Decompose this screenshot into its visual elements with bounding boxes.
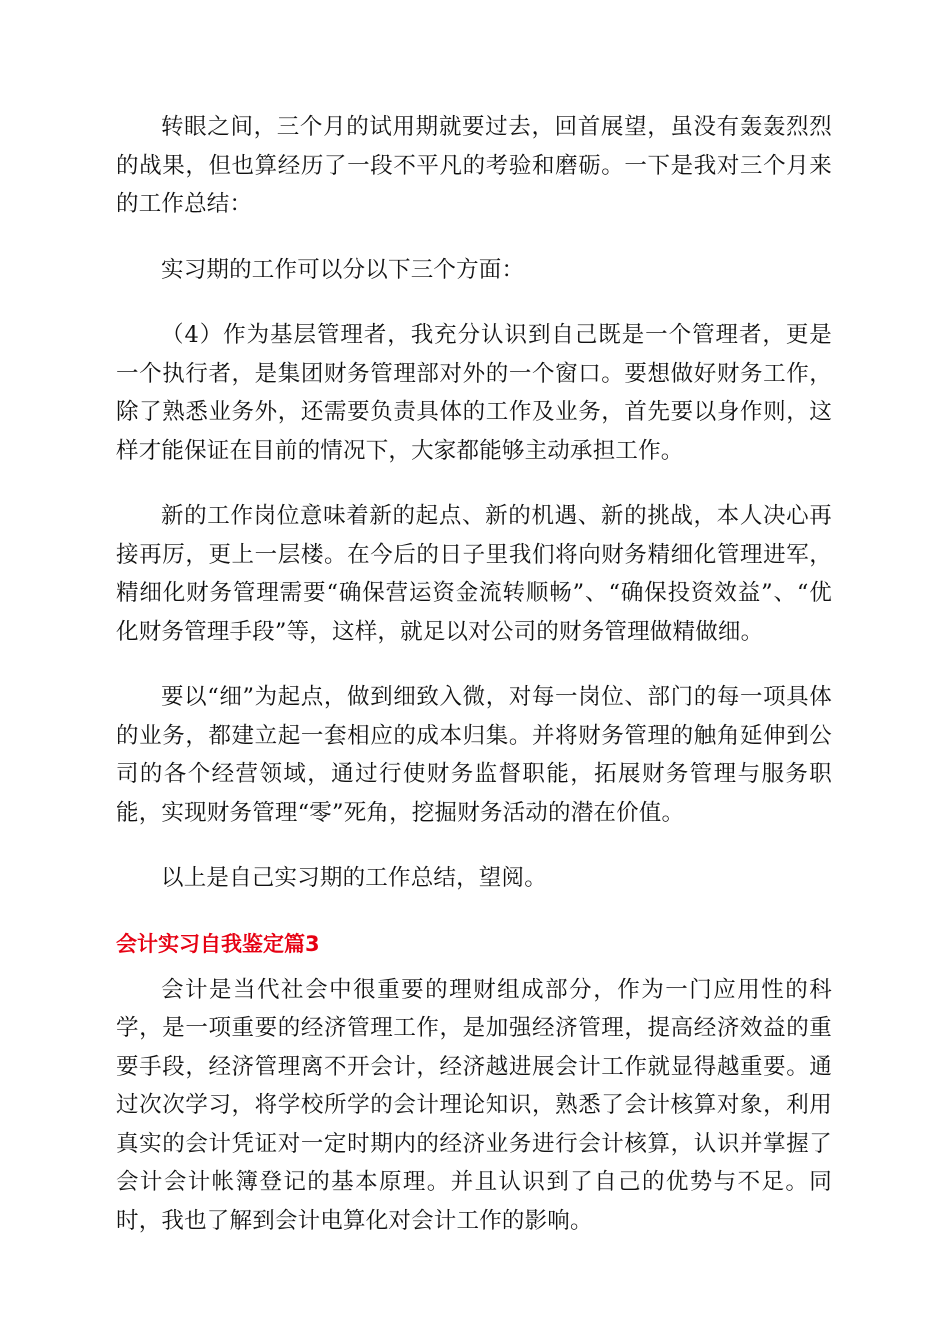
document-page	[116, 108, 832, 1267]
paragraph-manager-role: （4）作为基层管理者，我充分认识到自己既是一个管理者，更是一个执行者，是集团财务管理部对外的一个窗口。要想做好财务工作，除了熟悉业务外，还需要负责具体的工作及业务，首先要以身作则，这样才能保证在目前的情况下，大家都能够主动承担工作。	[116, 322, 832, 464]
paragraph-intro: 转眼之间，三个月的试用期就要过去，回首展望，虽没有轰轰烈烈的战果，但也算经历了一段不平凡的考验和磨砺。一下是我对三个月来的工作总结：	[116, 114, 832, 217]
paragraph-detail-focus: 要以“细”为起点，做到细致入微，对每一岗位、部门的每一项具体的业务，都建立起一套相应的成本归集。并将财务管理的触角延伸到公司的各个经营领域，通过行使财务监督职能，拓展财务管理与服务职能，实现财务管理“零”死角，挖掘财务活动的潜在价值。	[116, 684, 832, 826]
paragraph-new-position: 新的工作岗位意味着新的起点、新的机遇、新的挑战，本人决心再接再厉，更上一层楼。在今后的日子里我们将向财务精细化管理进军，精细化财务管理需要“确保营运资金流转顺畅”、“确保投资效益”、“优化财务管理手段”等，这样，就足以对公司的财务管理做精做细。	[116, 503, 832, 645]
section-heading: 会计实习自我鉴定篇3	[116, 931, 320, 956]
paragraph-accounting: 会计是当代社会中很重要的理财组成部分，作为一门应用性的科学，是一项重要的经济管理工作，是加强经济管理，提高经济效益的重要手段，经济管理离不开会计，经济越进展会计工作就显得越重要。通过次次学习，将学校所学的会计理论知识，熟悉了会计核算对象，利用真实的会计凭证对一定时期内的经济业务进行会计核算，认识并掌握了会计会计帐簿登记的基本原理。并且认识到了自己的优势与不足。同时，我也了解到会计电算化对会计工作的影响。	[116, 976, 832, 1234]
paragraph-closing: 以上是自己实习期的工作总结，望阅。	[161, 865, 547, 891]
paragraph-aspects: 实习期的工作可以分以下三个方面：	[161, 256, 525, 283]
